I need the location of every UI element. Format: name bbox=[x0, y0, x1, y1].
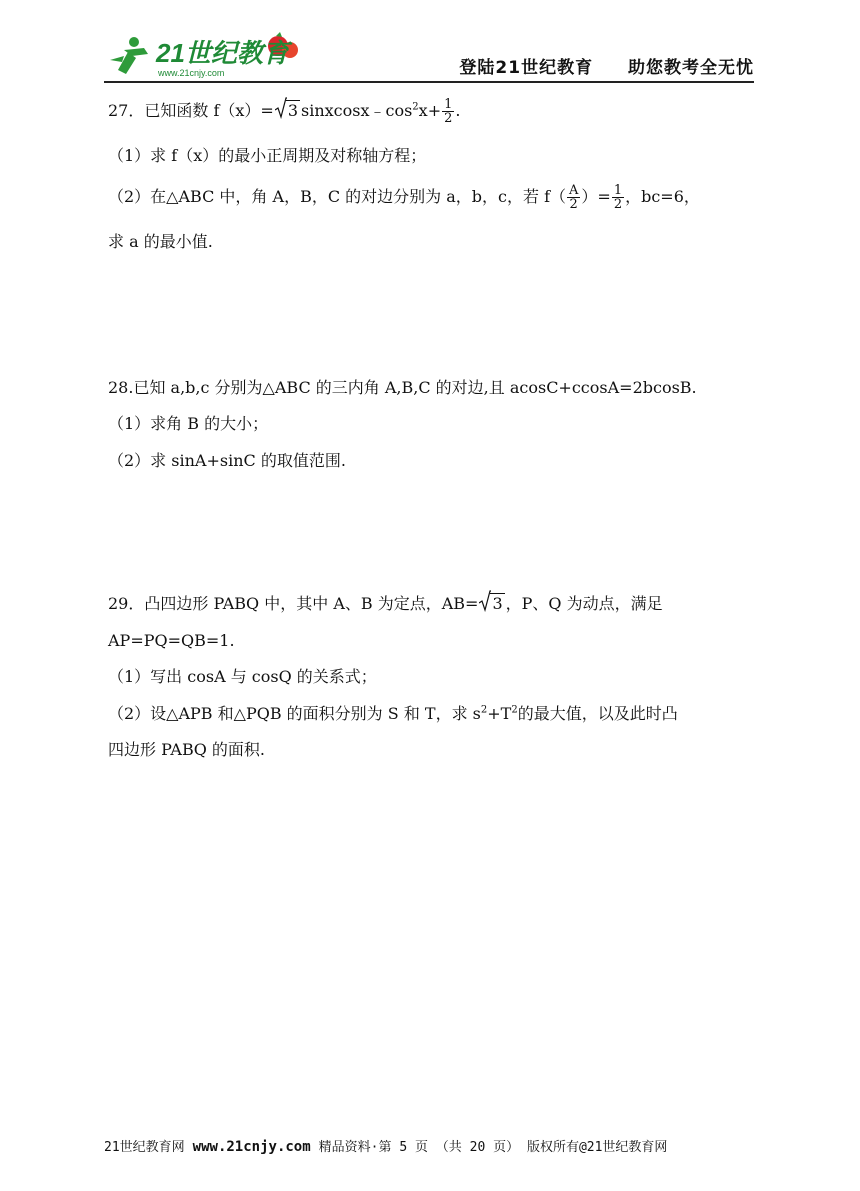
problem-28-stem: 28.已知 a,b,c 分别为△ABC 的三内角 A,B,C 的对边,且 acosC+ccosA=2bcosB. bbox=[108, 378, 697, 397]
footer-right: 精品资料·第 5 页 （共 20 页） 版权所有@21世纪教育网 bbox=[318, 1140, 668, 1155]
problem-27-q2: （2）在△ABC 中，角 A，B，C 的对边分别为 a，b，c，若 f（ $\frac{A}{2}$ ）= $\frac{1}{2}$ ，bc=6， bbox=[108, 183, 700, 212]
fraction-a-over-2: $\frac{A}{2}$ bbox=[569, 183, 579, 212]
problem-29-stem: 29．凸四边形 PABQ 中，其中 A、B 为定点，AB= 3 ，P、Q 为动点，满足 bbox=[108, 593, 663, 615]
fraction-one-half: $\frac{1}{2}$ bbox=[444, 97, 453, 126]
sqrt-symbol: 3 bbox=[275, 100, 300, 122]
slogan-left: 登陆21世纪教育 bbox=[459, 58, 594, 78]
logo-text: 21世纪教育 bbox=[156, 38, 289, 68]
problem-28-q2: （2）求 sinA+sinC 的取值范围. bbox=[108, 451, 346, 470]
problem-28-q1: （1）求角 B 的大小； bbox=[108, 414, 269, 433]
footer-site-link[interactable]: www.21cnjy.com bbox=[192, 1139, 311, 1155]
problem-29-q2: （2）设△APB 和△PQB 的面积分别为 S 和 T，求 $s^2+T^2$的最大值，以及此时凸 bbox=[108, 704, 678, 723]
page-header bbox=[104, 28, 754, 84]
problem-29-stem-cont: AP=PQ=QB=1. bbox=[108, 631, 235, 650]
problem-27-q1: （1）求 f（x）的最小正周期及对称轴方程； bbox=[108, 146, 427, 165]
21cnjy-logo bbox=[104, 30, 304, 78]
sqrt-symbol: 3 bbox=[479, 593, 504, 615]
problem-29-q2-cont: 四边形 PABQ 的面积. bbox=[108, 740, 265, 759]
slogan-right: 助您教考全无忧 bbox=[628, 58, 754, 78]
footer-left: 21世纪教育网 bbox=[104, 1140, 185, 1155]
page-footer bbox=[104, 1136, 667, 1155]
problem-27-q2-cont: 求 a 的最小值. bbox=[108, 232, 213, 251]
header-rule bbox=[104, 81, 754, 83]
problem-29-q1: （1）写出 cosA 与 cosQ 的关系式； bbox=[108, 667, 377, 686]
problem-27-stem: 27．已知函数 f（x）= 3 $sinxcosx﹣\cos^2x+$ $\frac{1}{2}$ . bbox=[108, 97, 461, 126]
fraction-one-half: $\frac{1}{2}$ bbox=[613, 183, 623, 212]
logo-url: www.21cnjy.com bbox=[158, 68, 225, 78]
header-slogan bbox=[459, 53, 754, 78]
